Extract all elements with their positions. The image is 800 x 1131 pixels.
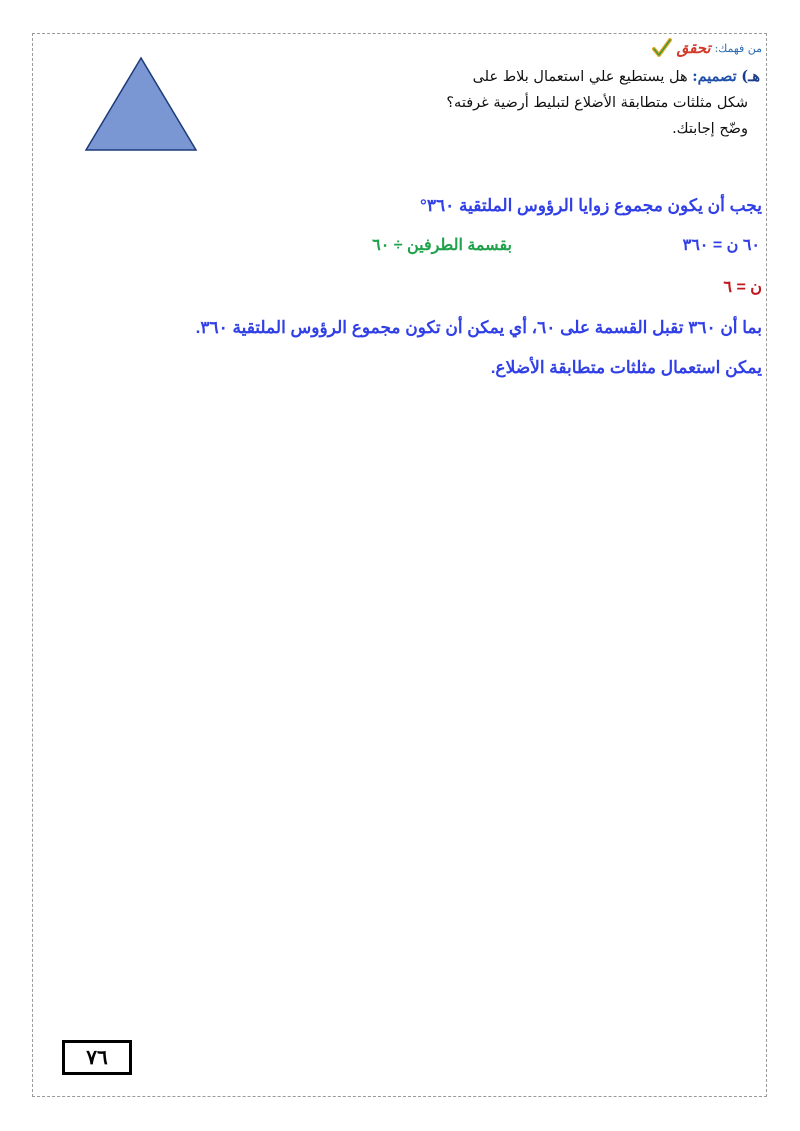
solution-equation: ٦٠ ن = ٣٦٠ [682, 237, 760, 254]
question-line-3: وضّح إجابتك. [672, 121, 748, 137]
equilateral-triangle-figure [84, 56, 198, 152]
check-understanding-header [651, 37, 762, 59]
page-number: ٧٦ [62, 1040, 132, 1075]
question-letter: هـ) [741, 68, 760, 85]
checkmark-icon [651, 37, 673, 59]
question-block [400, 64, 760, 142]
solution-operation: بقسمة الطرفين ÷ ٦٠ [372, 237, 512, 254]
check-title: تحقق [676, 39, 711, 57]
solution-line-5: يمكن استعمال مثلثات متطابقة الأضلاع. [490, 358, 762, 377]
solution-line-4: بما أن ٣٦٠ تقبل القسمة على ٦٠، أي يمكن أن تكون مجموع الرؤوس الملتقية ٣٦٠. [195, 318, 762, 337]
question-line-2: شكل مثلثات متطابقة الأضلاع لتبليط أرضية غرفته؟ [446, 95, 748, 111]
page-frame [32, 33, 767, 1097]
check-subtitle: من فهمك: [714, 41, 762, 55]
solution-result: ن = ٦ [723, 279, 762, 296]
question-line-1: هل يستطيع علي استعمال بلاط على [472, 69, 688, 85]
question-term: تصميم: [692, 68, 737, 85]
solution-line-1: يجب أن يكون مجموع زوايا الرؤوس الملتقية ٣٦٠° [420, 196, 762, 215]
